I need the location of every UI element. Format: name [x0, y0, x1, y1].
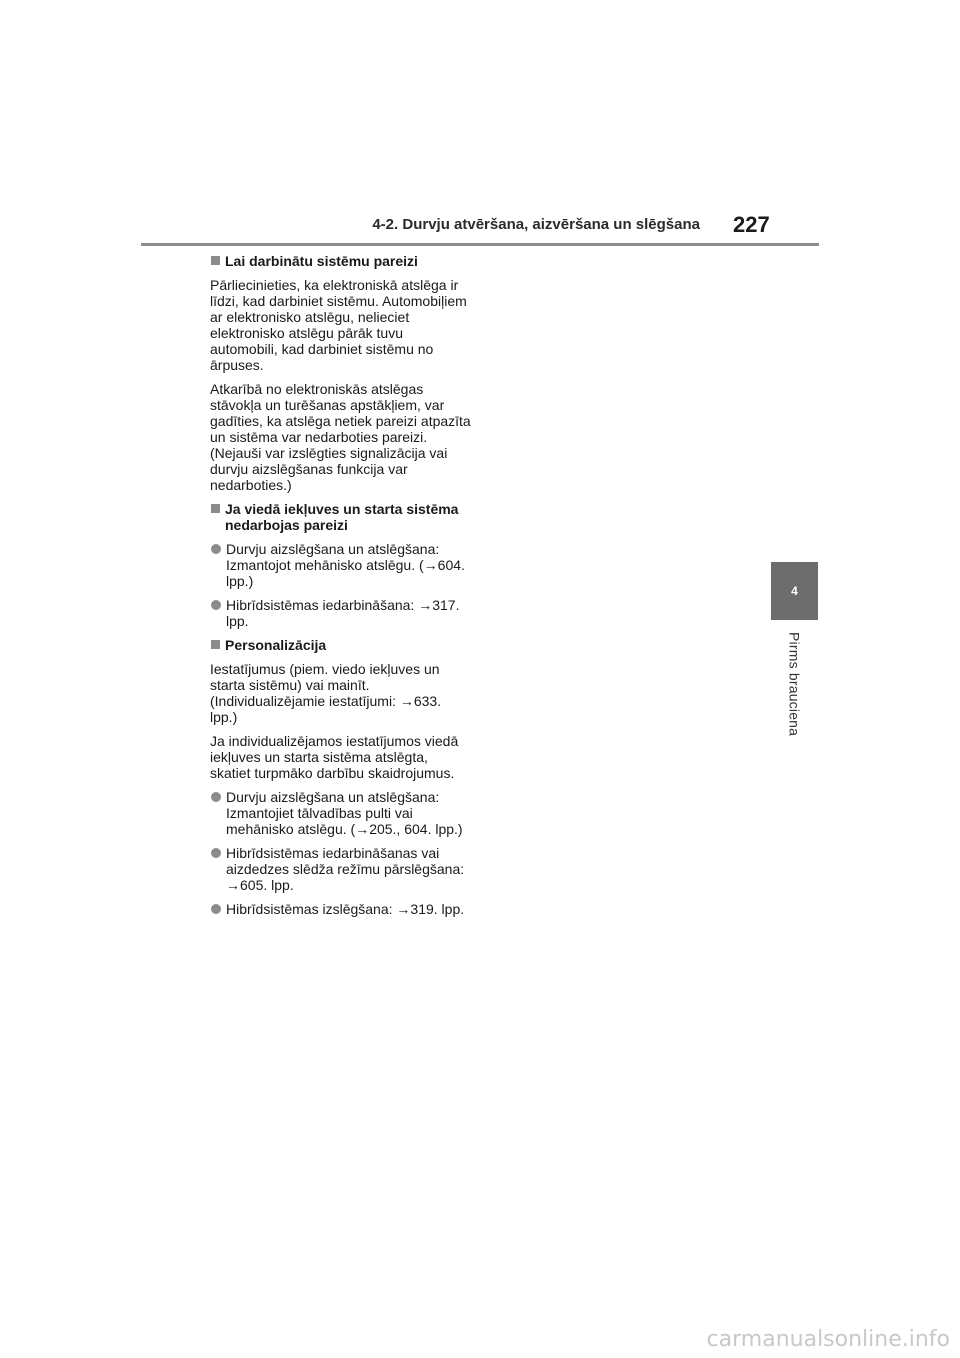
circle-bullet-icon — [211, 600, 221, 610]
section-heading-text: Personalizācija — [225, 637, 327, 653]
list-item — [210, 597, 472, 629]
section-heading — [210, 253, 472, 269]
header-divider — [141, 243, 819, 246]
list-item-text: Hibrīdsistēmas izslēgšana: →319. lpp. — [226, 901, 465, 917]
circle-bullet-icon — [211, 904, 221, 914]
page-reference: 604. lpp.) — [226, 557, 465, 589]
square-bullet-icon — [211, 256, 220, 265]
chapter-title: Pirms brauciena — [786, 632, 803, 737]
arrow-icon: → — [399, 693, 414, 709]
chapter-tab — [771, 562, 818, 620]
circle-bullet-icon — [211, 848, 221, 858]
list-item-text: Durvju aizslēgšana un atslēgšana: Izmantojiet tālvadības pulti vai mehānisko atslēgu. (→205., 604. lpp.) — [226, 789, 463, 837]
paragraph: Atkarībā no elektroniskās atslēgas stāvokļa un turēšanas apstākļiem, var gadīties, ka atslēga netiek pareizi atpazīta un sistēma var nedarboties pareizi. (Nejauši var izslēgties signalizācija vai durvju aizslēgšanas funkcija var nedarboties.) — [210, 381, 471, 493]
section-header-title: 4-2. Durvju atvēršana, aizvēršana un slēgšana — [372, 216, 700, 233]
arrow-icon: → — [226, 877, 240, 893]
section-heading-text: Ja viedā iekļuves un starta sistēma nedarbojas pareizi — [225, 501, 459, 533]
arrow-icon: → — [423, 557, 438, 573]
page-reference: 319. lpp. — [410, 901, 465, 917]
list-item-text: Hibrīdsistēmas iedarbināšana: →317. lpp. — [226, 597, 460, 629]
main-content — [210, 253, 472, 925]
section-heading — [210, 637, 472, 653]
list-item — [210, 789, 472, 837]
chapter-number: 4 — [791, 584, 798, 598]
list-item — [210, 901, 472, 917]
paragraph: Ja individualizējamos iestatījumos viedā iekļuves un starta sistēma atslēgta, skatiet turpmāko darbību skaidrojumus. — [210, 733, 459, 781]
section-heading — [210, 501, 472, 533]
watermark-logo: carmanualsonline.info — [706, 1327, 950, 1352]
square-bullet-icon — [211, 504, 220, 513]
list-item-text: Hibrīdsistēmas iedarbināšanas vai aizdedzes slēdža režīmu pārslēgšana: →605. lpp. — [226, 845, 465, 893]
chapter-side-label — [771, 632, 818, 752]
arrow-icon: → — [355, 821, 370, 837]
list-item — [210, 541, 472, 589]
page-reference: 205., 604. lpp.) — [369, 821, 463, 837]
square-bullet-icon — [211, 640, 220, 649]
section-heading-text: Lai darbinātu sistēmu pareizi — [225, 253, 418, 269]
page-reference: 605. lpp. — [240, 877, 294, 893]
list-item — [210, 845, 472, 893]
page-reference: 317. lpp. — [226, 597, 460, 629]
arrow-icon: → — [396, 901, 411, 917]
list-item-text: Durvju aizslēgšana un atslēgšana: Izmantojot mehānisko atslēgu. (→604. lpp.) — [226, 541, 465, 589]
paragraph: Iestatījumus (piem. viedo iekļuves un starta sistēmu) vai mainīt. (Individualizējamie iestatījumi: →633. lpp.) — [210, 661, 442, 725]
arrow-icon: → — [418, 597, 433, 613]
circle-bullet-icon — [211, 792, 221, 802]
page-reference: 633. lpp.) — [210, 693, 442, 725]
circle-bullet-icon — [211, 544, 221, 554]
paragraph: Pārliecinieties, ka elektroniskā atslēga ir līdzi, kad darbiniet sistēmu. Automobiļiem ar elektronisko atslēgu, nelieciet elektronisko atslēgu pārāk tuvu automobili, kad darbiniet sistēmu no ārpuses. — [210, 277, 467, 373]
page-number: 227 — [733, 212, 770, 237]
